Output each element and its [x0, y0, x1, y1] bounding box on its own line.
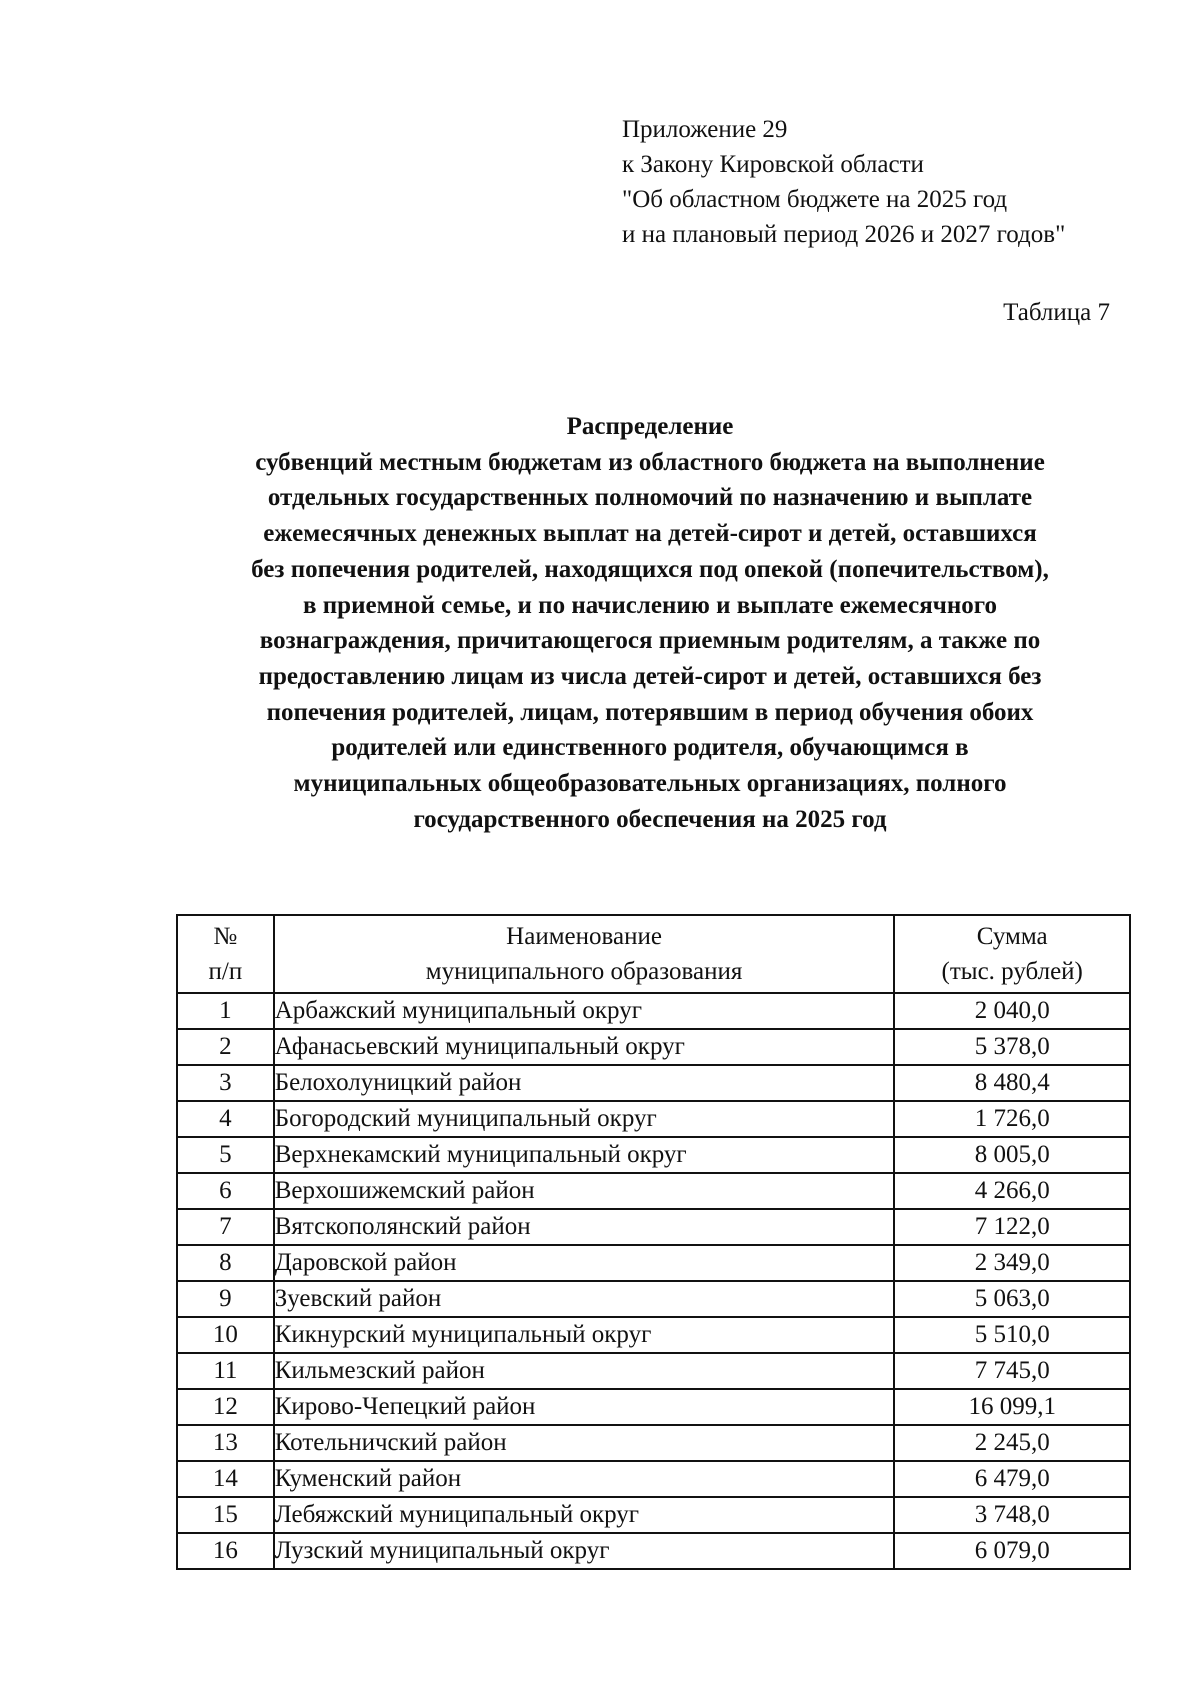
document-title: [150, 409, 1150, 837]
row-name: Богородский муниципальный округ: [274, 1101, 895, 1137]
row-number: 13: [177, 1425, 274, 1461]
row-name: Белохолуницкий район: [274, 1065, 895, 1101]
row-sum: 6 079,0: [894, 1533, 1130, 1569]
table-row: [177, 1353, 1130, 1389]
table-row: [177, 1137, 1130, 1173]
row-sum: 4 266,0: [894, 1173, 1130, 1209]
row-sum: 1 726,0: [894, 1101, 1130, 1137]
row-name: Арбажский муниципальный округ: [274, 993, 895, 1029]
row-sum: 7 745,0: [894, 1353, 1130, 1389]
row-number: 15: [177, 1497, 274, 1533]
table-header-row: [177, 915, 1130, 993]
header-sum-line: (тыс. рублей): [941, 958, 1083, 985]
title-line: государственного обеспечения на 2025 год: [413, 805, 887, 833]
title-line: попечения родителей, лицам, потерявшим в период обучения обоих: [266, 698, 1034, 726]
row-number: 9: [177, 1281, 274, 1317]
title-line: без попечения родителей, находящихся под опекой (попечительством),: [251, 555, 1049, 583]
title-line: в приемной семье, и по начислению и выплате ежемесячного: [303, 591, 997, 619]
table-label: Таблица 7: [1003, 299, 1110, 326]
row-number: 1: [177, 993, 274, 1029]
row-sum: 3 748,0: [894, 1497, 1130, 1533]
row-number: 12: [177, 1389, 274, 1425]
row-name: Даровской район: [274, 1245, 895, 1281]
row-name: Зуевский район: [274, 1281, 895, 1317]
row-name: Лебяжский муниципальный округ: [274, 1497, 895, 1533]
row-name: Кикнурский муниципальный округ: [274, 1317, 895, 1353]
table-row: [177, 1101, 1130, 1137]
row-number: 10: [177, 1317, 274, 1353]
row-sum: 6 479,0: [894, 1461, 1130, 1497]
row-sum: 16 099,1: [894, 1389, 1130, 1425]
header-name-line: Наименование: [506, 923, 662, 950]
row-number: 7: [177, 1209, 274, 1245]
subvention-table: [176, 914, 1131, 1570]
row-sum: 8 005,0: [894, 1137, 1130, 1173]
row-name: Вятскополянский район: [274, 1209, 895, 1245]
row-name: Кильмезский район: [274, 1353, 895, 1389]
title-line: муниципальных общеобразовательных организациях, полного: [293, 770, 1007, 798]
row-number: 14: [177, 1461, 274, 1497]
table-row: [177, 993, 1130, 1029]
row-number: 8: [177, 1245, 274, 1281]
table-row: [177, 1173, 1130, 1209]
row-sum: 5 063,0: [894, 1281, 1130, 1317]
table-row: [177, 1461, 1130, 1497]
header-number-line: №: [213, 923, 238, 950]
row-number: 6: [177, 1173, 274, 1209]
row-number: 3: [177, 1065, 274, 1101]
row-number: 16: [177, 1533, 274, 1569]
table-row: [177, 1281, 1130, 1317]
table-row: [177, 1425, 1130, 1461]
row-sum: 2 040,0: [894, 993, 1130, 1029]
row-sum: 2 349,0: [894, 1245, 1130, 1281]
appendix-header: [622, 112, 1065, 252]
table-row: [177, 1533, 1130, 1569]
header-number-line: п/п: [208, 958, 243, 985]
row-sum: 5 378,0: [894, 1029, 1130, 1065]
table-row: [177, 1317, 1130, 1353]
header-sum-line: Сумма: [976, 923, 1048, 950]
header-name: [274, 915, 895, 993]
row-name: Верхошижемский район: [274, 1173, 895, 1209]
title-line: родителей или единственного родителя, обучающимся в: [331, 734, 969, 762]
row-number: 11: [177, 1353, 274, 1389]
appendix-line: и на плановый период 2026 и 2027 годов": [622, 221, 1066, 248]
row-name: Верхнекамский муниципальный округ: [274, 1137, 895, 1173]
row-number: 4: [177, 1101, 274, 1137]
appendix-line: к Закону Кировской области: [622, 151, 924, 178]
row-name: Кирово-Чепецкий район: [274, 1389, 895, 1425]
table-row: [177, 1209, 1130, 1245]
row-sum: 8 480,4: [894, 1065, 1130, 1101]
row-name: Котельничский район: [274, 1425, 895, 1461]
title-line: субвенций местным бюджетам из областного бюджета на выполнение: [255, 448, 1045, 476]
row-name: Лузский муниципальный округ: [274, 1533, 895, 1569]
table-row: [177, 1065, 1130, 1101]
row-number: 2: [177, 1029, 274, 1065]
row-number: 5: [177, 1137, 274, 1173]
appendix-line: Приложение 29: [622, 116, 788, 143]
table-row: [177, 1245, 1130, 1281]
row-sum: 2 245,0: [894, 1425, 1130, 1461]
row-sum: 5 510,0: [894, 1317, 1130, 1353]
header-number: [177, 915, 274, 993]
table-row: [177, 1389, 1130, 1425]
title-line: ежемесячных денежных выплат на детей-сирот и детей, оставшихся: [263, 520, 1037, 548]
title-line: Распределение: [566, 413, 734, 440]
row-name: Куменский район: [274, 1461, 895, 1497]
table-row: [177, 1497, 1130, 1533]
appendix-line: "Об областном бюджете на 2025 год: [622, 186, 1008, 213]
row-sum: 7 122,0: [894, 1209, 1130, 1245]
header-sum: [894, 915, 1130, 993]
header-name-line: муниципального образования: [425, 958, 743, 985]
title-line: предоставлению лицам из числа детей-сирот и детей, оставшихся без: [258, 662, 1042, 690]
table-row: [177, 1029, 1130, 1065]
title-line: отдельных государственных полномочий по назначению и выплате: [267, 484, 1033, 512]
title-line: вознаграждения, причитающегося приемным родителям, а также по: [259, 627, 1041, 655]
row-name: Афанасьевский муниципальный округ: [274, 1029, 895, 1065]
